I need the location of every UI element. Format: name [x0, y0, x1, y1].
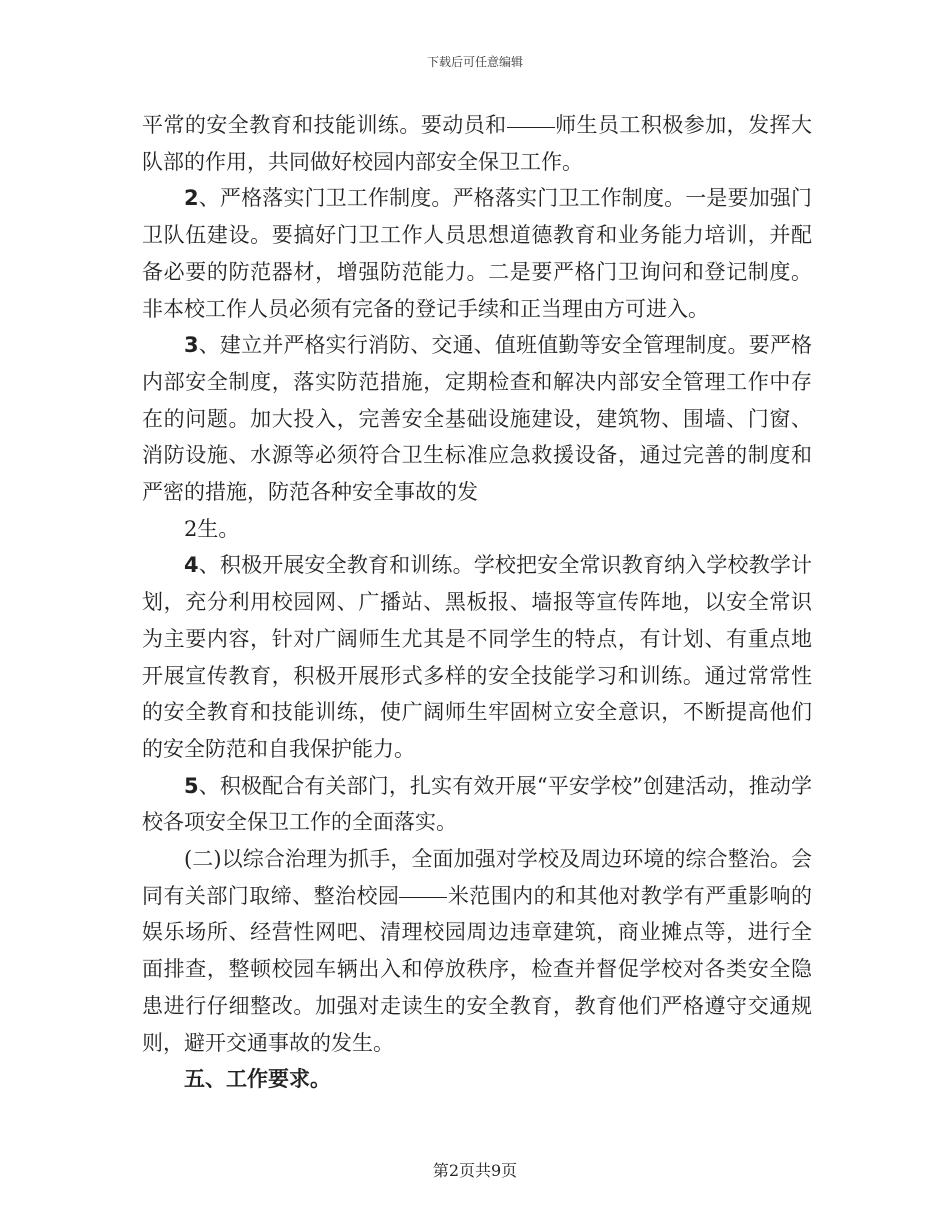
paragraph-continuation: [142, 107, 812, 180]
paragraph-text: 、积极配合有关部门，扎实有效开展“平安学校”创建活动，推动学校各项安全保卫工作的全面落实。: [142, 773, 812, 835]
paragraph-item-3: [142, 327, 812, 511]
paragraph-text: 米范围内的和其他对教学有严重影响的娱乐场所、经营性网吧、清理校园周边违章建筑，商业摊点等，进行全面排查，整顿校园车辆出入和停放秩序，检查并督促学校对各类安全隐患进行仔细整改。加强对走读生的安全教育，教育他们严格遵守交通规则，避开交通事故的发生。: [142, 883, 813, 1055]
paragraph-text: 平常的安全教育和技能训练。要动员和: [142, 113, 507, 137]
paragraph-text: 2生。: [184, 516, 240, 541]
item-number: 5: [184, 773, 199, 798]
paragraph-text: 、严格落实门卫工作制度。严格落实门卫工作制度。一是要加强门卫队伍建设。要搞好门卫工作人员思想道德教育和业务能力培训，并配备必要的防范器材，增强防范能力。二是要严格门卫询问和登记制度。非本校工作人员必须有完备的登记手续和正当理由方可进入。: [142, 186, 812, 321]
paragraph-text: (二)以综合治理为抓手，全面加强对学校及周边环境的综合整治。会同有关部门取缔、整治校园: [142, 847, 812, 908]
paragraph-text: 、建立并严格实行消防、交通、值班值勤等安全管理制度。要严格内部安全制度，落实防范措施，定期检查和解决内部安全管理工作中存在的问题。加大投入，完善安全基础设施建设，建筑物、围墙、门窗、消防设施、水源等必须符合卫生标准应急救援设备，通过完善的制度和严密的措施，防范各种安全事故的发: [142, 333, 812, 505]
blank-line: [399, 896, 447, 898]
paragraph-item-5: [142, 768, 812, 841]
paragraph-text: 师生员工积极参加，发挥大队部的作用，共同做好校园内部安全保卫工作。: [142, 113, 813, 174]
page-footer: 第2页共9页: [432, 1161, 518, 1180]
page-header: 下载后可任意编辑: [426, 55, 523, 69]
section-heading: 五、工作要求。: [184, 1067, 331, 1092]
paragraph-text: 、积极开展安全教育和训练。学校把安全常识教育纳入学校教学计划，充分利用校园网、广播站、黑板报、墙报等宣传阵地，以安全常识为主要内容，针对广阔师生尤其是不同学生的特点，有计划、有重点地开展宣传教育，积极开展形式多样的安全技能学习和训练。通过常常性的安全教育和技能训练，使广阔师生牢固树立安全意识，不断提高他们的安全防范和自我保护能力。: [142, 553, 812, 761]
document-body: [142, 107, 812, 1098]
paragraph-section-2: [142, 841, 812, 1061]
paragraph-item-4: [142, 547, 812, 767]
item-number: 3: [184, 333, 199, 358]
item-number: 4: [184, 553, 199, 578]
item-number: 2: [184, 186, 199, 211]
blank-line: [507, 126, 555, 128]
paragraph-item-2: [142, 180, 812, 327]
paragraph-fragment: [142, 511, 812, 548]
